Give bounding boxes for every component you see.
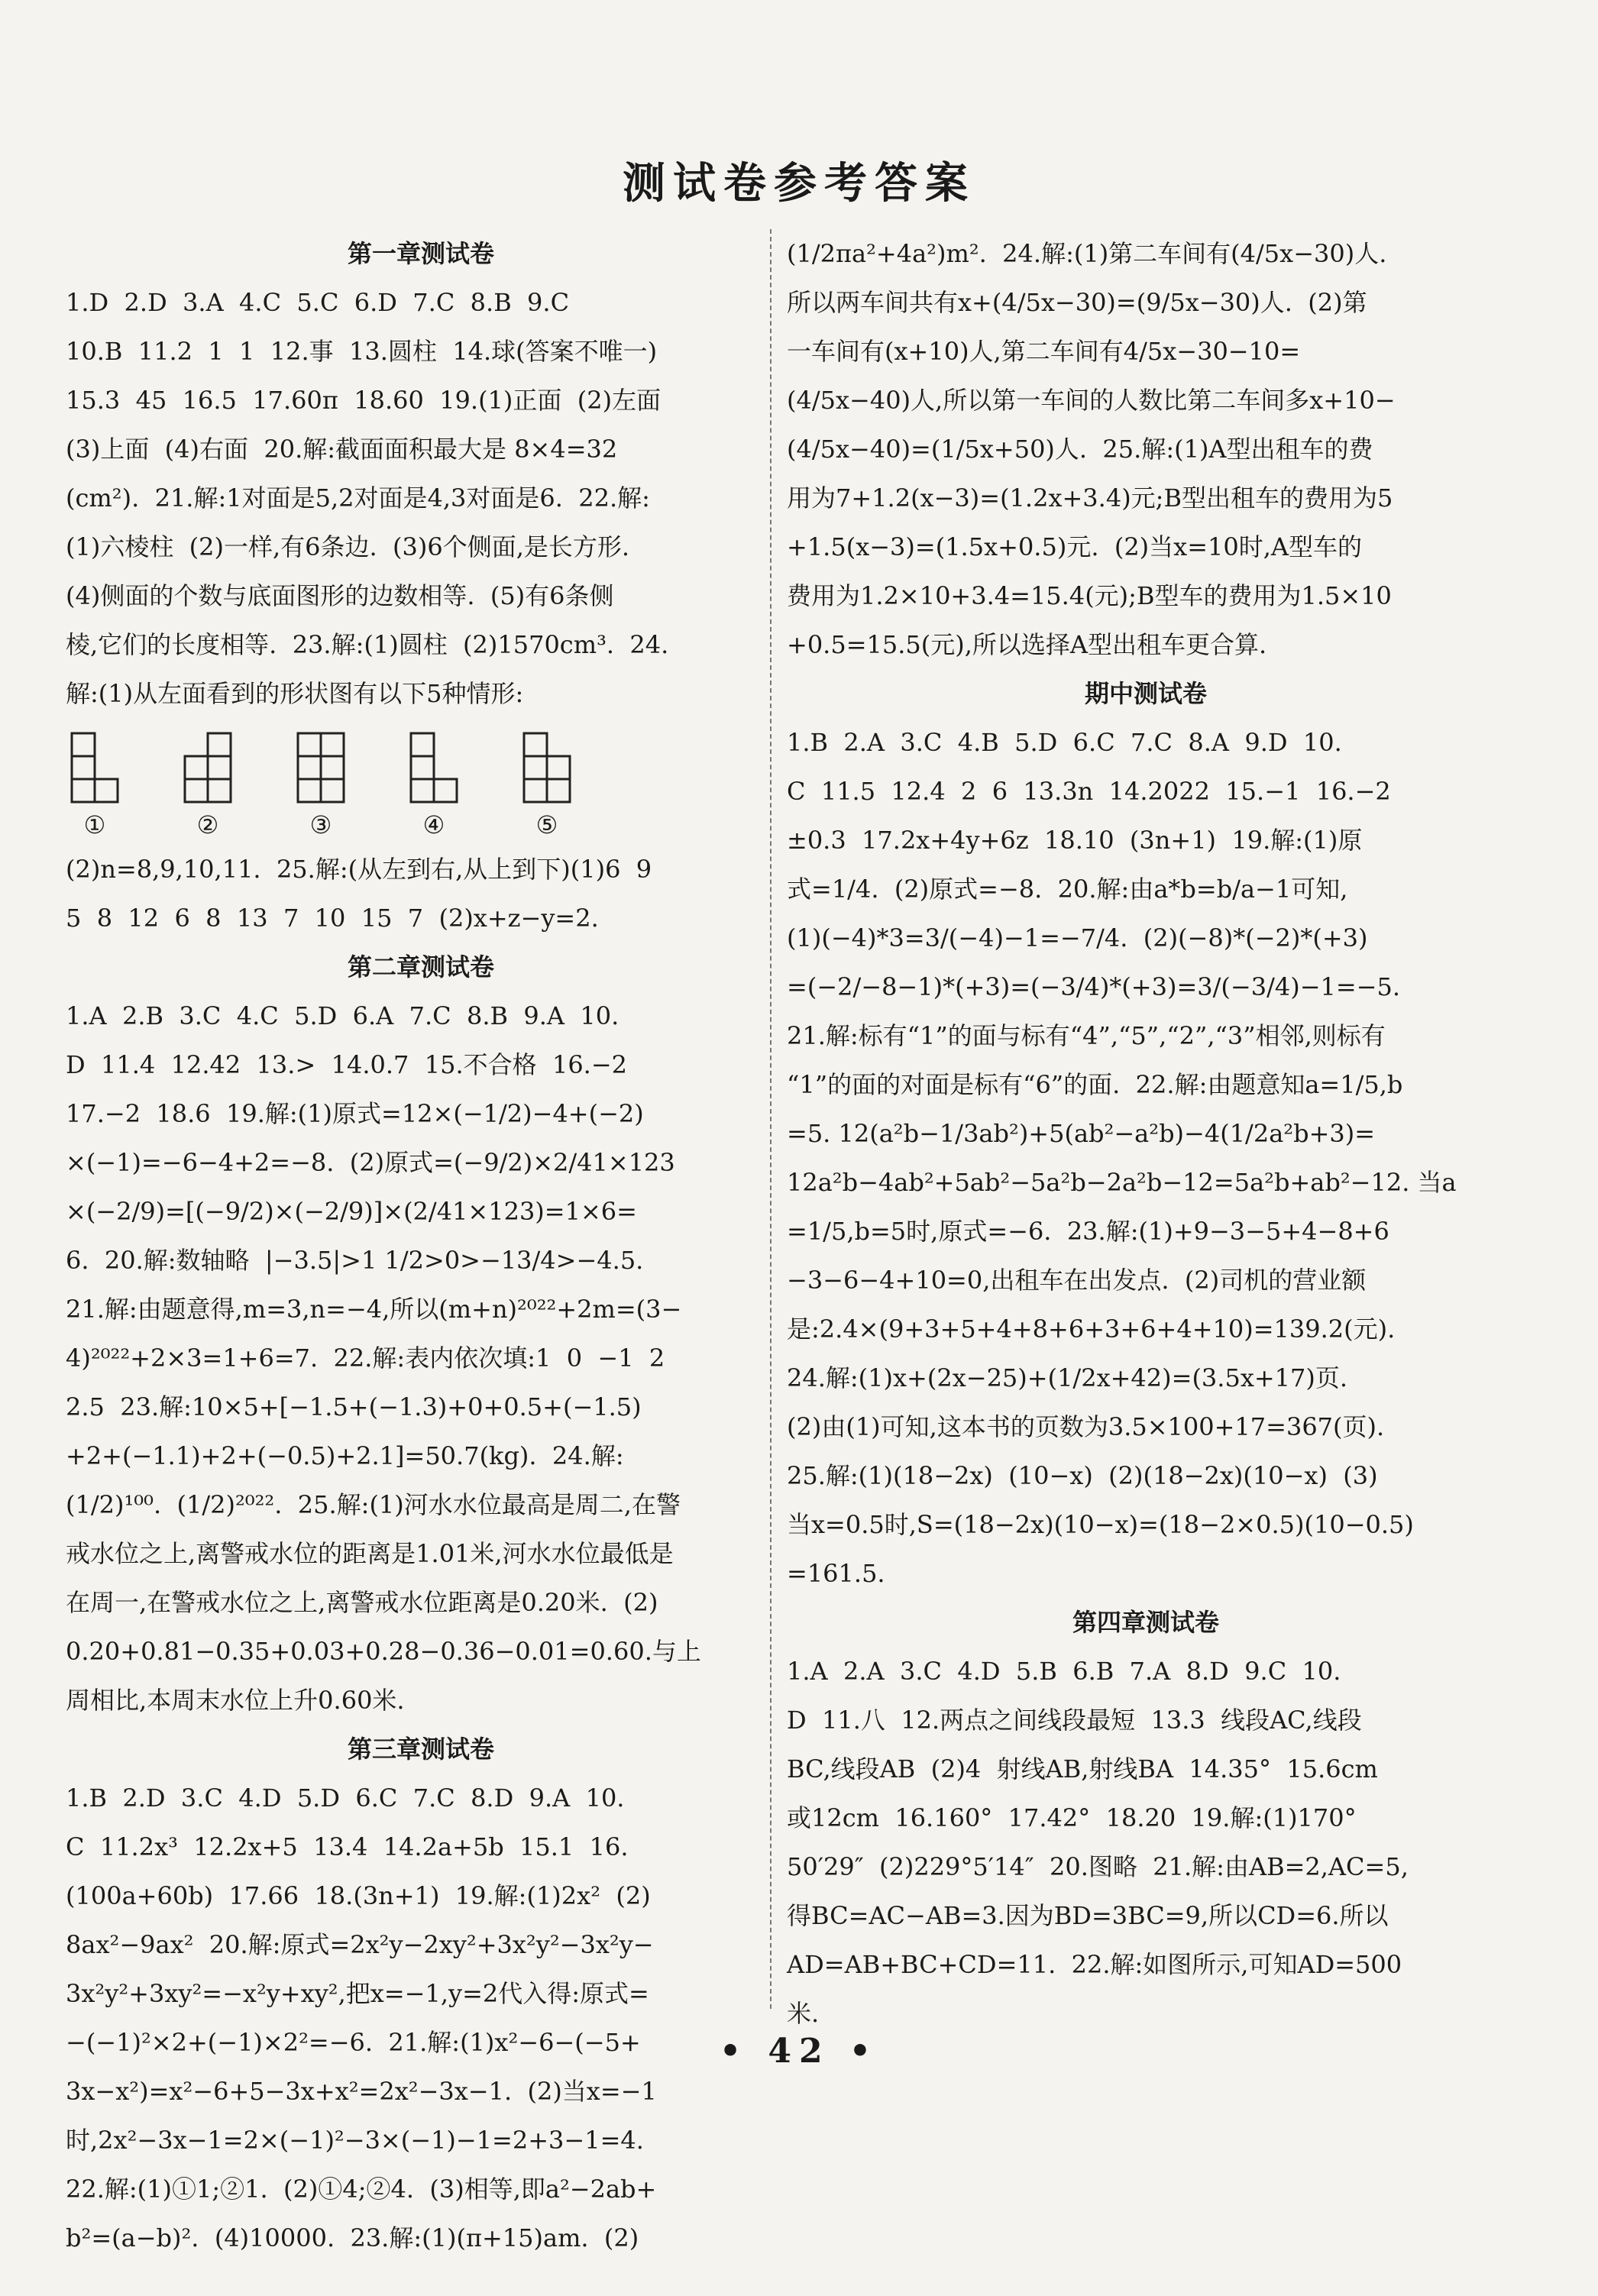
answer-line: 0.20+0.81−0.35+0.03+0.28−0.36−0.01=0.60.与上 [66, 1637, 701, 1666]
answer-line: 棱,它们的长度相等. 23.解:(1)圆柱 (2)1570cm³. 24. [66, 630, 669, 659]
section-heading-ch1: 第一章测试卷 [347, 239, 494, 268]
shape-label: ④ [422, 810, 445, 839]
shape-1 [70, 732, 119, 842]
shape-3-drawing [296, 732, 345, 805]
shape-3 [296, 732, 345, 842]
answer-line: 21.解:由题意得,m=3,n=−4,所以(m+n)²⁰²²+2m=(3− [66, 1295, 682, 1324]
answer-line: 是:2.4×(9+3+5+4+8+6+3+6+4+10)=139.2(元). [787, 1315, 1396, 1344]
answer-line: 5 8 12 6 8 13 7 10 15 7 (2)x+z−y=2. [66, 904, 599, 933]
answer-line: (2)由(1)可知,这本书的页数为3.5×100+17=367(页). [787, 1412, 1385, 1441]
answer-line: 12a²b−4ab²+5ab²−5a²b−2a²b−12=5a²b+ab²−12. 当a [787, 1168, 1457, 1197]
answer-line: 25.解:(1)(18−2x) (10−x) (2)(18−2x)(10−x) (3) [787, 1461, 1378, 1490]
answer-line: 8ax²−9ax² 20.解:原式=2x²y−2xy²+3x²y²−3x²y− [66, 1930, 654, 1959]
answer-line: 在周一,在警戒水位之上,离警戒水位距离是0.20米. (2) [66, 1588, 658, 1617]
answer-line: 21.解:标有“1”的面与标有“4”,“5”,“2”,“3”相邻,则标有 [787, 1021, 1386, 1050]
answer-line: 或12cm 16.160° 17.42° 18.20 19.解:(1)170° [787, 1803, 1357, 1832]
answer-line: AD=AB+BC+CD=11. 22.解:如图所示,可知AD=500 [787, 1950, 1402, 1979]
answer-line: (1/2)¹⁰⁰. (1/2)²⁰²². 25.解:(1)河水水位最高是周二,在警 [66, 1490, 681, 1519]
section-heading-ch4: 第四章测试卷 [1072, 1608, 1219, 1637]
answer-line: (1)(−4)*3=3/(−4)−1=−7/4. (2)(−8)*(−2)*(+3) [787, 923, 1368, 952]
answer-line: 6. 20.解:数轴略 |−3.5|>1 1/2>0>−13/4>−4.5. [66, 1246, 644, 1275]
answer-line: −(−1)²×2+(−1)×2²=−6. 21.解:(1)x²−6−(−5+ [66, 2028, 641, 2057]
answer-line: 费用为1.2×10+3.4=15.4(元);B型车的费用为1.5×10 [787, 581, 1392, 610]
answer-line: 米. [787, 1999, 820, 2028]
answer-line: 4)²⁰²²+2×3=1+6=7. 22.解:表内依次填:1 0 −1 2 [66, 1344, 665, 1373]
shape-label: ① [83, 810, 106, 839]
shape-1-drawing [70, 732, 119, 805]
answer-line: −3−6−4+10=0,出租车在出发点. (2)司机的营业额 [787, 1266, 1367, 1295]
answer-line: 当x=0.5时,S=(18−2x)(10−x)=(18−2×0.5)(10−0.5) [787, 1510, 1414, 1539]
answer-line: (2)n=8,9,10,11. 25.解:(从左到右,从上到下)(1)6 9 [66, 855, 652, 884]
shape-2 [183, 732, 232, 842]
answer-line: =161.5. [787, 1559, 885, 1588]
answer-line: (1)六棱柱 (2)一样,有6条边. (3)6个侧面,是长方形. [66, 532, 630, 561]
answer-line: 15.3 45 16.5 17.60π 18.60 19.(1)正面 (2)左面 [66, 386, 662, 415]
answer-line: (cm²). 21.解:1对面是5,2对面是4,3对面是6. 22.解: [66, 483, 650, 513]
shape-5 [522, 732, 571, 842]
answer-line: (3)上面 (4)右面 20.解:截面面积最大是 8×4=32 [66, 435, 618, 464]
answer-line: 3x−x²)=x²−6+5−3x+x²=2x²−3x−1. (2)当x=−1 [66, 2077, 657, 2106]
answer-line: =5. 12(a²b−1/3ab²)+5(ab²−a²b)−4(1/2a²b+3)= [787, 1119, 1376, 1148]
answer-line: ±0.3 17.2x+4y+6z 18.10 (3n+1) 19.解:(1)原 [787, 826, 1363, 855]
answer-line: (4/5x−40)人,所以第一车间的人数比第二车间多x+10− [787, 386, 1396, 415]
answer-line: +2+(−1.1)+2+(−0.5)+2.1]=50.7(kg). 24.解: [66, 1441, 624, 1470]
answer-line: +1.5(x−3)=(1.5x+0.5)元. (2)当x=10时,A型车的 [787, 532, 1363, 561]
answer-line: (100a+60b) 17.66 18.(3n+1) 19.解:(1)2x² (2) [66, 1881, 651, 1910]
left-column [66, 229, 776, 2262]
right-column [787, 229, 1505, 2038]
answer-line: (4/5x−40)=(1/5x+50)人. 25.解:(1)A型出租车的费 [787, 435, 1373, 464]
section-heading-ch3: 第三章测试卷 [347, 1735, 494, 1764]
answer-line: 10.B 11.2 1 1 12.事 13.圆柱 14.球(答案不唯一) [66, 337, 658, 366]
answer-line: 解:(1)从左面看到的形状图有以下5种情形: [66, 679, 524, 708]
answer-line: 式=1/4. (2)原式=−8. 20.解:由a*b=b/a−1可知, [787, 875, 1348, 904]
answer-line: 一车间有(x+10)人,第二车间有4/5x−30−10= [787, 337, 1301, 366]
answer-line: 1.D 2.D 3.A 4.C 5.C 6.D 7.C 8.B 9.C [66, 288, 570, 317]
answer-line: 3x²y²+3xy²=−x²y+xy²,把x=−1,y=2代入得:原式= [66, 1979, 649, 2008]
answer-line: +0.5=15.5(元),所以选择A型出租车更合算. [787, 630, 1267, 659]
answer-line: D 11.4 12.42 13.> 14.0.7 15.不合格 16.−2 [66, 1050, 628, 1079]
section-heading-ch2: 第二章测试卷 [347, 952, 494, 981]
answer-line: 1.B 2.D 3.C 4.D 5.D 6.C 7.C 8.D 9.A 10. [66, 1783, 625, 1813]
answer-line: 1.A 2.A 3.C 4.D 5.B 6.B 7.A 8.D 9.C 10. [787, 1657, 1341, 1686]
section-heading-midterm: 期中测试卷 [1084, 679, 1207, 708]
answer-line: =1/5,b=5时,原式=−6. 23.解:(1)+9−3−5+4−8+6 [787, 1217, 1389, 1246]
answer-line: (4)侧面的个数与底面图形的边数相等. (5)有6条侧 [66, 581, 614, 610]
answer-line: 17.−2 18.6 19.解:(1)原式=12×(−1/2)−4+(−2) [66, 1099, 644, 1128]
shape-4-drawing [409, 732, 458, 805]
answer-line: 得BC=AC−AB=3.因为BD=3BC=9,所以CD=6.所以 [787, 1901, 1389, 1930]
view-shapes-figure [66, 732, 776, 842]
answer-line: 50′29″ (2)229°5′14″ 20.图略 21.解:由AB=2,AC=5, [787, 1852, 1409, 1881]
column-divider [770, 229, 773, 2009]
answer-line: b²=(a−b)². (4)10000. 23.解:(1)(π+15)am. (2) [66, 2223, 639, 2252]
answer-line: (1/2πa²+4a²)m². 24.解:(1)第二车间有(4/5x−30)人. [787, 239, 1387, 268]
page-title: 测试卷参考答案 [623, 158, 975, 209]
answer-line: 戒水位之上,离警戒水位的距离是1.01米,河水水位最低是 [66, 1539, 674, 1568]
shape-5-drawing [522, 732, 571, 805]
answer-line: 用为7+1.2(x−3)=(1.2x+3.4)元;B型出租车的费用为5 [787, 483, 1393, 513]
answer-line: ×(−2/9)=[(−9/2)×(−2/9)]×(2/41×123)=1×6= [66, 1197, 637, 1226]
answer-line: 1.B 2.A 3.C 4.B 5.D 6.C 7.C 8.A 9.D 10. [787, 728, 1342, 757]
answer-line: C 11.5 12.4 2 6 13.3n 14.2022 15.−1 16.−2 [787, 777, 1391, 806]
answer-line: 周相比,本周末水位上升0.60米. [66, 1686, 405, 1715]
answer-line: 2.5 23.解:10×5+[−1.5+(−1.3)+0+0.5+(−1.5) [66, 1392, 642, 1421]
answer-line: D 11.八 12.两点之间线段最短 13.3 线段AC,线段 [787, 1706, 1362, 1735]
answer-line: 所以两车间共有x+(4/5x−30)=(9/5x−30)人. (2)第 [787, 288, 1367, 317]
answer-line: =(−2/−8−1)*(+3)=(−3/4)*(+3)=3/(−3/4)−1=−5. [787, 972, 1401, 1001]
answer-line: C 11.2x³ 12.2x+5 13.4 14.2a+5b 15.1 16. [66, 1832, 629, 1861]
shape-label: ⑤ [535, 810, 558, 839]
answer-line: “1”的面的对面是标有“6”的面. 22.解:由题意知a=1/5,b [787, 1070, 1403, 1099]
answer-line: ×(−1)=−6−4+2=−8. (2)原式=(−9/2)×2/41×123 [66, 1148, 675, 1177]
answer-line: 24.解:(1)x+(2x−25)+(1/2x+42)=(3.5x+17)页. [787, 1363, 1348, 1392]
answer-line: 时,2x²−3x−1=2×(−1)²−3×(−1)−1=2+3−1=4. [66, 2126, 644, 2155]
shape-label: ③ [309, 810, 332, 839]
answer-line: BC,线段AB (2)4 射线AB,射线BA 14.35° 15.6cm [787, 1754, 1378, 1783]
shape-label: ② [196, 810, 219, 839]
page-number: • 42 • [719, 2032, 879, 2071]
answer-line: 1.A 2.B 3.C 4.C 5.D 6.A 7.C 8.B 9.A 10. [66, 1001, 619, 1030]
answer-line: 22.解:(1)①1;②1. (2)①4;②4. (3)相等,即a²−2ab+ [66, 2175, 657, 2204]
shape-2-drawing [183, 732, 232, 805]
shape-4 [409, 732, 458, 842]
